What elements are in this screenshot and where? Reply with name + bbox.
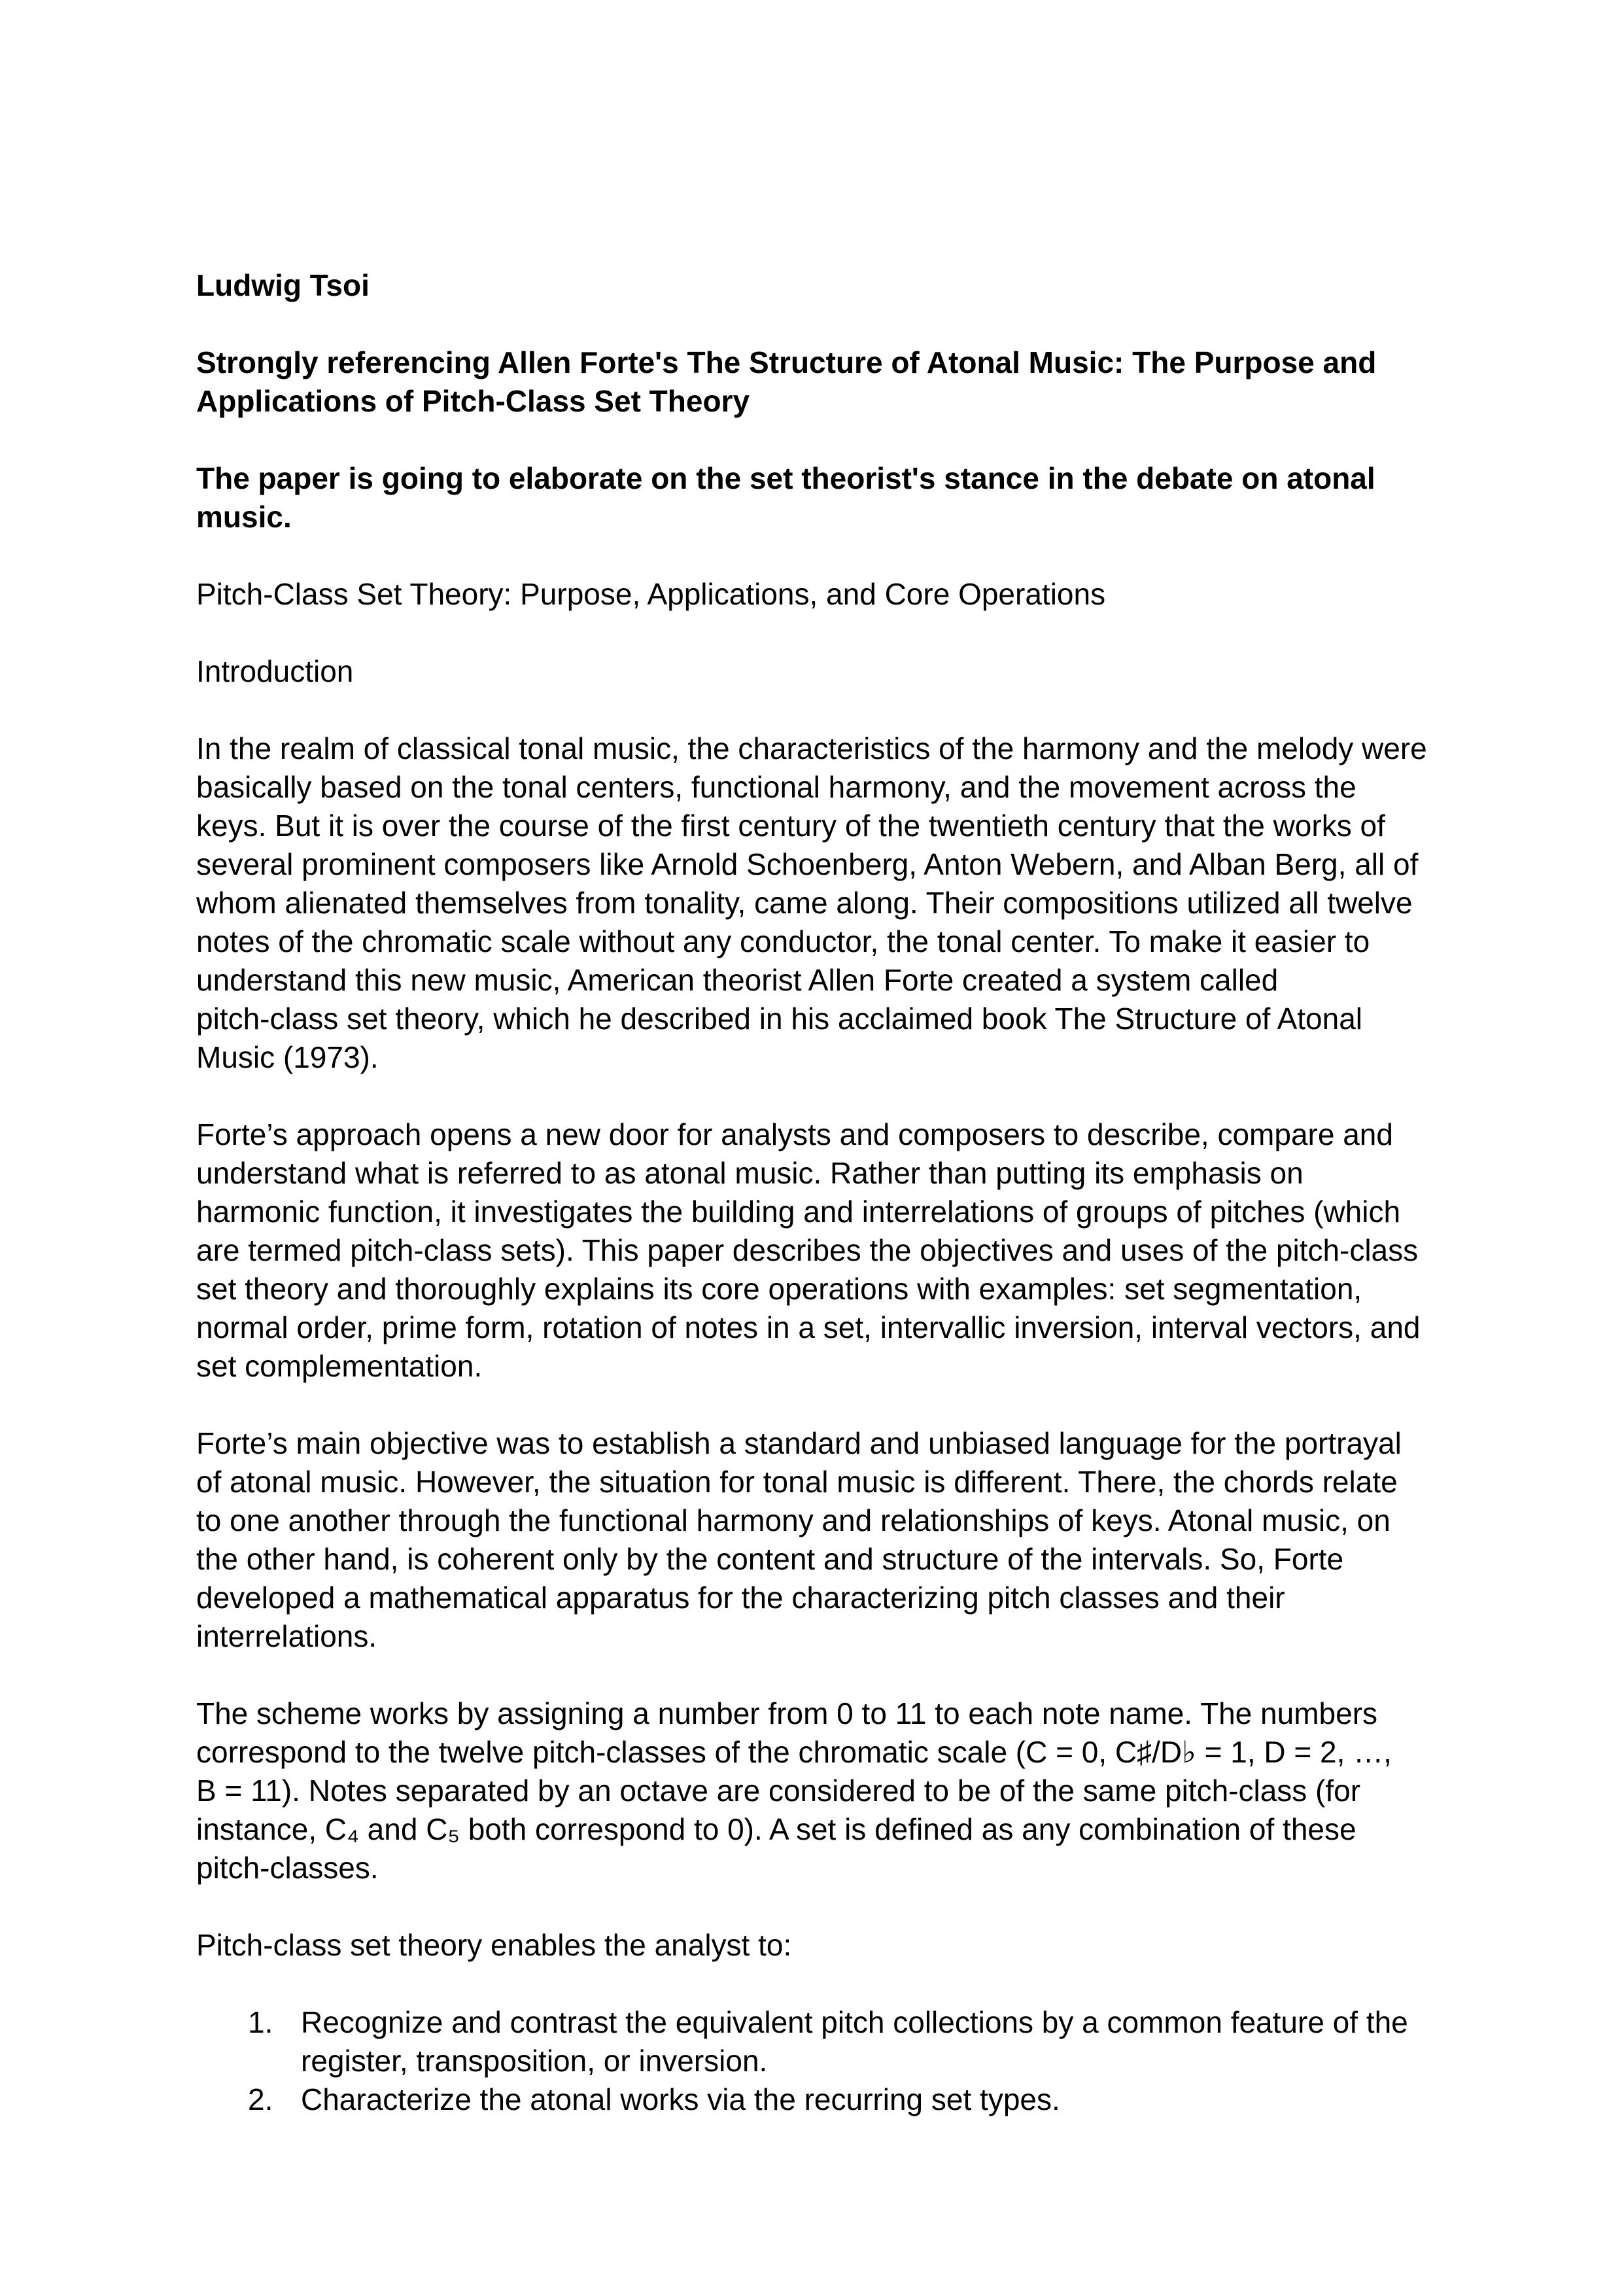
author-name: Ludwig Tsoi	[196, 268, 370, 302]
paragraph-line: understand this new music, American theorist Allen Forte created a system called	[196, 963, 1279, 997]
list-intro-line	[196, 1926, 1432, 1965]
list-item-text	[301, 2003, 1432, 2080]
paragraph-line: basically based on the tonal centers, functional harmony, and the movement across the	[196, 770, 1356, 804]
paragraph-line: several prominent composers like Arnold Schoenberg, Anton Webern, and Alban Berg, all of	[196, 847, 1419, 881]
title-line: Applications of Pitch-Class Set Theory	[196, 384, 750, 418]
paragraph-1	[196, 729, 1432, 1077]
paragraph-line: developed a mathematical apparatus for the characterizing pitch classes and their	[196, 1581, 1285, 1615]
section-heading-introduction	[196, 652, 1432, 691]
paragraph-line: notes of the chromatic scale without any conductor, the tonal center. To make it easier to	[196, 924, 1370, 958]
paragraph-line: to one another through the functional harmony and relationships of keys. Atonal music, on	[196, 1503, 1391, 1537]
section-heading-line: Introduction	[196, 654, 354, 688]
paragraph-line: In the realm of classical tonal music, the characteristics of the harmony and the melody were	[196, 731, 1427, 765]
paragraph-3	[196, 1424, 1432, 1656]
paragraph-line: The scheme works by assigning a number from 0 to 11 to each note name. The numbers	[196, 1696, 1378, 1730]
list-item-number: 2.	[248, 2082, 273, 2116]
list-item-line: Characterize the atonal works via the recurring set types.	[301, 2082, 1060, 2116]
paragraph-line: Music (1973).	[196, 1040, 379, 1074]
paragraph-line: B = 11). Notes separated by an octave are considered to be of the same pitch-class (for	[196, 1774, 1361, 1808]
thesis-line: music.	[196, 500, 292, 534]
subtitle-line: Pitch-Class Set Theory: Purpose, Applications, and Core Operations	[196, 577, 1106, 611]
thesis-line: The paper is going to elaborate on the set theorist's stance in the debate on atonal	[196, 461, 1375, 495]
list-item-1	[196, 2003, 1432, 2080]
paragraph-line: harmonic function, it investigates the building and interrelations of groups of pitches (which	[196, 1195, 1401, 1229]
paragraph-line: normal order, prime form, rotation of notes in a set, intervallic inversion, interval vectors, and	[196, 1310, 1421, 1344]
paragraph-line: keys. But it is over the course of the first century of the twentieth century that the works of	[196, 809, 1385, 843]
paragraph-line: Forte’s main objective was to establish a standard and unbiased language for the portrayal	[196, 1426, 1402, 1460]
paragraph-line: interrelations.	[196, 1619, 377, 1653]
list-item-text	[301, 2080, 1432, 2119]
author-line	[196, 266, 1432, 305]
paragraph-4	[196, 1694, 1432, 1887]
numbered-list	[196, 2003, 1432, 2119]
paragraph-line: are termed pitch-class sets). This paper describes the objectives and uses of the pitch-class	[196, 1233, 1419, 1267]
paragraph-line: set theory and thoroughly explains its core operations with examples: set segmentation,	[196, 1272, 1362, 1306]
paragraph-line: correspond to the twelve pitch-classes of the chromatic scale (C = 0, C♯/D♭ = 1, D = 2, …,	[196, 1735, 1392, 1769]
paragraph-line: understand what is referred to as atonal music. Rather than putting its emphasis on	[196, 1156, 1304, 1190]
title-line: Strongly referencing Allen Forte's The Structure of Atonal Music: The Purpose and	[196, 345, 1377, 379]
paragraph-line: of atonal music. However, the situation for tonal music is different. There, the chords relate	[196, 1465, 1398, 1499]
list-item-line: register, transposition, or inversion.	[301, 2044, 768, 2078]
paragraph-2	[196, 1115, 1432, 1386]
list-item-number: 1.	[248, 2005, 273, 2039]
subtitle	[196, 575, 1432, 614]
paragraph-line: Forte’s approach opens a new door for analysts and composers to describe, compare and	[196, 1117, 1393, 1151]
paragraph-line: pitch-classes.	[196, 1851, 379, 1885]
document-content	[196, 236, 1432, 2119]
paragraph-line: pitch-class set theory, which he described in his acclaimed book The Structure of Atonal	[196, 1002, 1362, 1036]
thesis-statement	[196, 459, 1432, 536]
paragraph-line: instance, C₄ and C₅ both correspond to 0). A set is defined as any combination of these	[196, 1812, 1356, 1846]
list-item-2	[196, 2080, 1432, 2119]
paragraph-line: whom alienated themselves from tonality, came along. Their compositions utilized all twelve	[196, 886, 1413, 920]
paragraph-line: set complementation.	[196, 1349, 483, 1383]
list-item-line: Recognize and contrast the equivalent pitch collections by a common feature of the	[301, 2005, 1408, 2039]
paragraph-line: the other hand, is coherent only by the content and structure of the intervals. So, Forte	[196, 1542, 1344, 1576]
document-title	[196, 343, 1432, 421]
list-intro-text: Pitch-class set theory enables the analyst to:	[196, 1928, 792, 1962]
